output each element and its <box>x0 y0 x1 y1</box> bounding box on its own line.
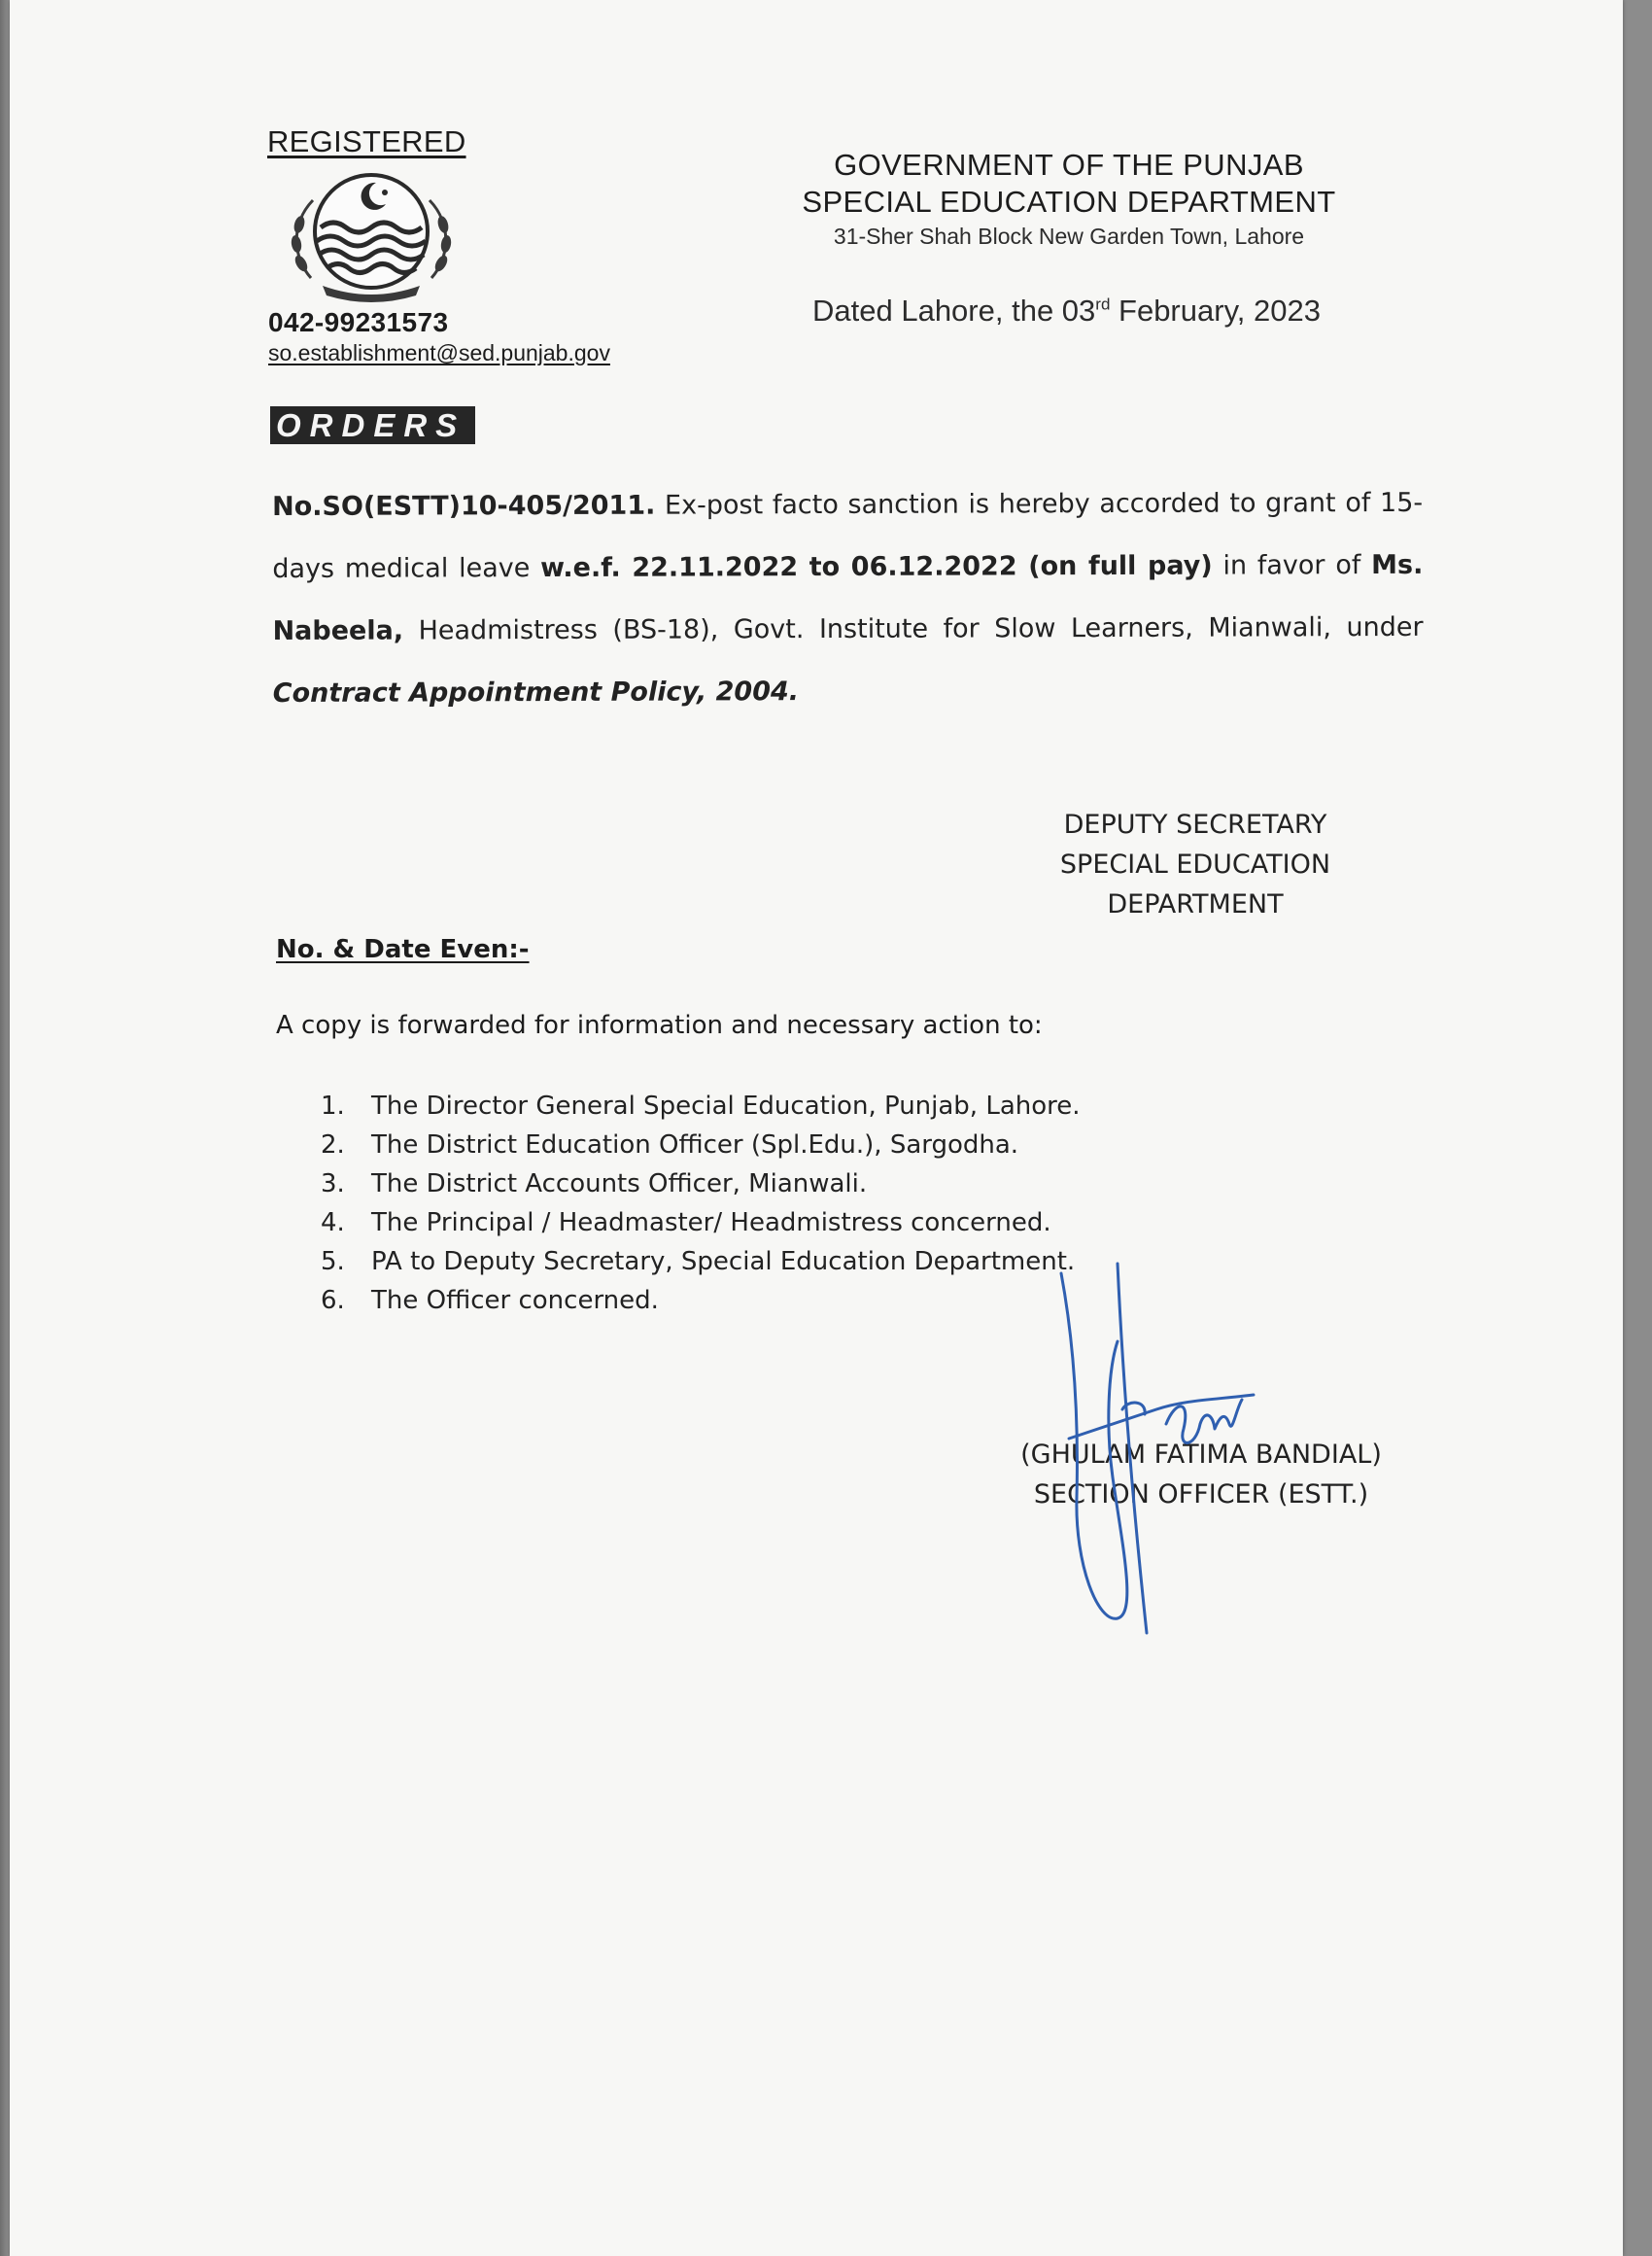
list-number: 6. <box>321 1286 345 1315</box>
order-paragraph <box>272 472 1424 725</box>
leave-period: w.e.f. 22.11.2022 to 06.12.2022 (on full pay) <box>540 550 1213 584</box>
list-item <box>321 1087 1081 1126</box>
list-text: The District Accounts Officer, Mianwali. <box>371 1169 868 1198</box>
list-text: The Officer concerned. <box>371 1286 659 1315</box>
officer-name: (GHULAM FATIMA BANDIAL) <box>1020 1440 1382 1470</box>
registered-label: REGISTERED <box>267 124 466 158</box>
policy-name: Contract Appointment Policy, 2004. <box>272 677 800 709</box>
list-item <box>321 1126 1081 1164</box>
list-item <box>321 1203 1081 1242</box>
employee-name: Ms. Nabeela, <box>272 549 1424 646</box>
recipient-list <box>321 1087 1081 1320</box>
list-number: 3. <box>321 1169 345 1198</box>
punjab-government-emblem-icon <box>284 171 459 303</box>
phone-number: 042-99231573 <box>268 307 449 337</box>
order-number: No.SO(ESTT)10-405/2011. <box>272 490 656 522</box>
list-number: 1. <box>321 1092 345 1121</box>
list-number: 2. <box>321 1130 345 1160</box>
deputy-secretary-block <box>1020 805 1370 924</box>
no-date-even-heading: No. & Date Even:- <box>276 935 530 964</box>
government-title: GOVERNMENT OF THE PUNJAB <box>834 148 1304 182</box>
list-text: The Principal / Headmaster/ Headmistress concerned. <box>371 1208 1051 1237</box>
order-text: Headmistress (BS-18), Govt. Institute for Slow Learners, Mianwali, under <box>403 611 1424 646</box>
order-text: Ex-post facto sanction is hereby accorded to grant of 15-days medical leave <box>272 487 1424 584</box>
list-number: 5. <box>321 1247 345 1276</box>
department-address: 31-Sher Shah Block New Garden Town, Lahore <box>833 224 1305 249</box>
date-suffix: February, 2023 <box>1110 294 1321 328</box>
list-text: PA to Deputy Secretary, Special Education Department. <box>371 1247 1076 1276</box>
orders-heading: ORDERS <box>270 406 475 444</box>
list-item <box>321 1164 1081 1203</box>
department-title: SPECIAL EDUCATION DEPARTMENT <box>802 185 1336 219</box>
officer-title: SECTION OFFICER (ESTT.) <box>1033 1479 1369 1510</box>
date-line <box>812 294 1321 329</box>
document-page <box>10 0 1623 2256</box>
deputy-line: SPECIAL EDUCATION <box>1059 850 1331 880</box>
list-text: The Director General Special Education, Punjab, Lahore. <box>371 1092 1081 1121</box>
copy-forwarded-line: A copy is forwarded for information and necessary action to: <box>276 1011 1043 1040</box>
list-number: 4. <box>321 1208 345 1237</box>
email-link[interactable]: so.establishment@sed.punjab.gov <box>268 340 610 365</box>
deputy-line: DEPUTY SECRETARY <box>1063 810 1327 840</box>
order-text: in favor of <box>1212 550 1372 581</box>
list-text: The District Education Officer (Spl.Edu.), Sargodha. <box>371 1130 1019 1160</box>
deputy-line: DEPARTMENT <box>1107 889 1284 920</box>
date-prefix: Dated Lahore, the 03 <box>812 294 1096 328</box>
letterhead <box>748 148 1390 250</box>
section-officer-block <box>978 1435 1425 1514</box>
date-ordinal: rd <box>1095 295 1111 314</box>
list-item <box>321 1281 1081 1320</box>
list-item <box>321 1242 1081 1281</box>
